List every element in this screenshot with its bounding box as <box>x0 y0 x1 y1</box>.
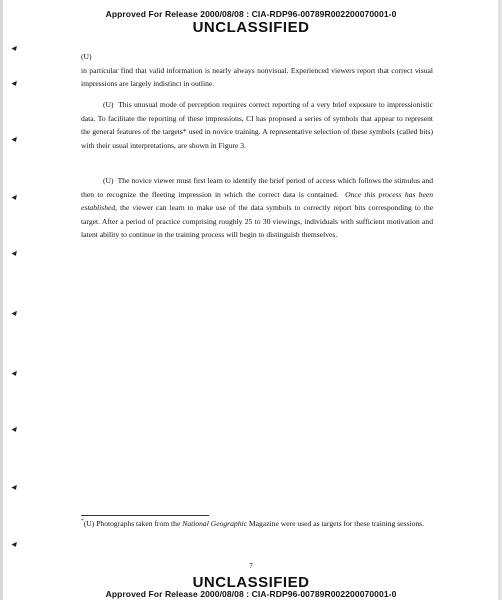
paragraph-novice-viewer <box>81 174 433 242</box>
footnote-rule <box>81 515 209 516</box>
paragraph-continued <box>81 50 433 91</box>
page-number: 7 <box>249 561 253 570</box>
footnote <box>81 518 441 529</box>
scan-edge-left <box>0 0 3 600</box>
footnote-text: Magazine were used as targets for these training sessions. <box>248 519 425 528</box>
paragraph-label: (U) <box>103 100 114 109</box>
paragraph-symbols <box>81 98 433 152</box>
footnote-text: (U) Photographs taken from the <box>83 519 181 528</box>
margin-tick <box>11 46 18 52</box>
margin-tick <box>11 427 18 433</box>
margin-tick <box>11 195 18 201</box>
margin-tick <box>11 485 18 491</box>
margin-tick <box>11 371 18 377</box>
footnote-emphasis: National Geographic <box>182 519 248 528</box>
scan-edge-right <box>498 0 502 600</box>
paragraph-emphasis: Once this process has been established, <box>81 189 434 212</box>
margin-tick <box>11 251 18 257</box>
margin-tick <box>11 311 18 317</box>
paragraph-text: in particular find that valid information is nearly always nonvisual. Experienced viewers report that correct visual impressions are largely indistinct in outline. <box>81 65 433 88</box>
classification-bottom: UNCLASSIFIED <box>192 574 310 591</box>
paragraph-label: (U) <box>103 176 114 185</box>
release-line-top: Approved For Release 2000/08/08 : CIA-RDP96-00789R002200070001-0 <box>105 9 397 19</box>
margin-tick <box>11 81 18 87</box>
paragraph-text: The novice viewer must first learn to identify the brief period of access which follows the stimulus and then to recognize the fleeting impression in which the correct data is contained. <box>81 176 434 199</box>
classification-top: UNCLASSIFIED <box>192 19 310 36</box>
margin-tick <box>11 137 18 143</box>
paragraph-label: (U) <box>81 52 92 61</box>
release-line-bottom: Approved For Release 2000/08/08 : CIA-RDP96-00789R002200070001-0 <box>105 589 397 599</box>
footnote-marker: * <box>81 518 84 524</box>
paragraph-text: This unusual mode of perception requires correct reporting of a very brief exposure to impressionistic data. To facilitate the reporting of these impressions, CI has proposed a series of symbols that appear to represent the general features of the targets* used in novice training. A representative selection of these symbols (called bits) with their usual interpretations, are shown in Figure 3. <box>81 100 434 150</box>
paragraph-text: the viewer can learn to make use of the data symbols to correctly report bits corresponding to the target. After a period of practice comprising roughly 25 to 30 viewings, individuals with sufficient motivation and latent ability to continue in the training process will begin to distinguish themselves. <box>81 203 433 239</box>
margin-tick <box>11 542 18 548</box>
